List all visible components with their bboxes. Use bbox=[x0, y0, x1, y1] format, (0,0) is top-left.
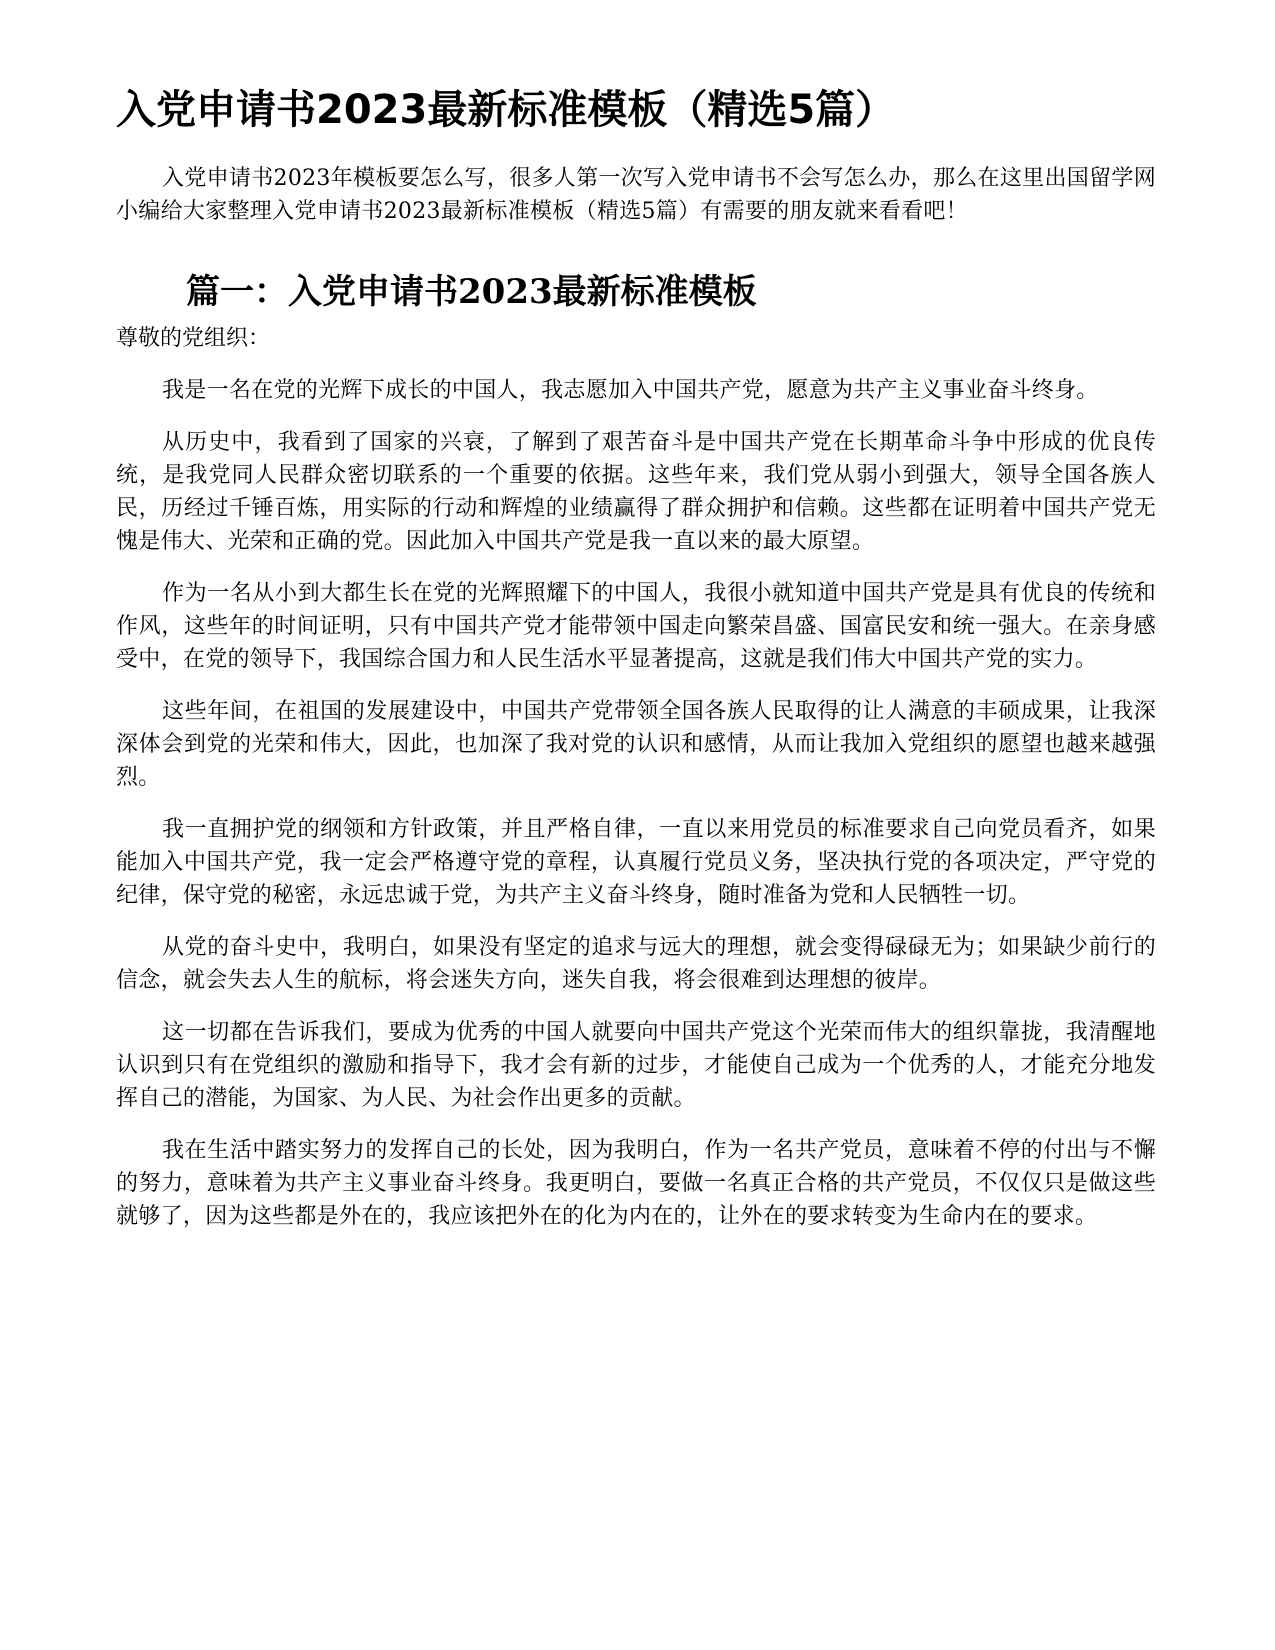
document-title: 入党申请书2023最新标准模板（精选5篇） bbox=[116, 87, 896, 133]
body-paragraph: 我一直拥护党的纲领和方针政策，并且严格自律，一直以来用党员的标准要求自己向党员看齐，如果能加入中国共产党，我一定会严格遵守党的章程，认真履行党员义务，坚决执行党的各项决定，严守党的纪律，保守党的秘密，永远忠诚于党，为共产主义奋斗终身，随时准备为党和人民牺牲一切。 bbox=[116, 817, 1156, 908]
section-heading: 篇一：入党申请书2023最新标准模板 bbox=[186, 272, 757, 312]
body-paragraph: 从历史中，我看到了国家的兴衰，了解到了艰苦奋斗是中国共产党在长期革命斗争中形成的优良传统，是我党同人民群众密切联系的一个重要的依据。这些年来，我们党从弱小到强大，领导全国各族人民，历经过千锤百炼，用实际的行动和辉煌的业绩赢得了群众拥护和信赖。这些都在证明着中国共产党无愧是伟大、光荣和正确的党。因此加入中国共产党是我一直以来的最大原望。 bbox=[116, 430, 1156, 554]
body-paragraph: 作为一名从小到大都生长在党的光辉照耀下的中国人，我很小就知道中国共产党是具有优良的传统和作风，这些年的时间证明，只有中国共产党才能带领中国走向繁荣昌盛、国富民安和统一强大。在亲身感受中，在党的领导下，我国综合国力和人民生活水平显著提高，这就是我们伟大中国共产党的实力。 bbox=[116, 581, 1156, 672]
document-page bbox=[116, 80, 1156, 1252]
body-paragraph: 从党的奋斗史中，我明白，如果没有坚定的追求与远大的理想，就会变得碌碌无为；如果缺少前行的信念，就会失去人生的航标，将会迷失方向，迷失自我，将会很难到达理想的彼岸。 bbox=[116, 935, 1156, 993]
body-paragraph: 这一切都在告诉我们，要成为优秀的中国人就要向中国共产党这个光荣而伟大的组织靠拢，我清醒地认识到只有在党组织的激励和指导下，我才会有新的过步，才能使自己成为一个优秀的人，才能充分地发挥自己的潜能，为国家、为人民、为社会作出更多的贡献。 bbox=[116, 1020, 1156, 1111]
body-paragraph: 这些年间，在祖国的发展建设中，中国共产党带领全国各族人民取得的让人满意的丰硕成果，让我深深体会到党的光荣和伟大，因此，也加深了我对党的认识和感情，从而让我加入党组织的愿望也越来越强烈。 bbox=[116, 699, 1156, 790]
salutation: 尊敬的党组织： bbox=[116, 326, 271, 351]
intro-paragraph: 入党申请书2023年模板要怎么写，很多人第一次写入党申请书不会写怎么办，那么在这里出国留学网小编给大家整理入党申请书2023最新标准模板（精选5篇）有需要的朋友就来看看吧！ bbox=[116, 166, 1156, 224]
body-paragraph: 我在生活中踏实努力的发挥自己的长处，因为我明白，作为一名共产党员，意味着不停的付出与不懈的努力，意味着为共产主义事业奋斗终身。我更明白，要做一名真正合格的共产党员，不仅仅只是做这些就够了，因为这些都是外在的，我应该把外在的化为内在的，让外在的要求转变为生命内在的要求。 bbox=[116, 1138, 1156, 1229]
body-paragraph: 我是一名在党的光辉下成长的中国人，我志愿加入中国共产党，愿意为共产主义事业奋斗终身。 bbox=[162, 378, 1099, 403]
